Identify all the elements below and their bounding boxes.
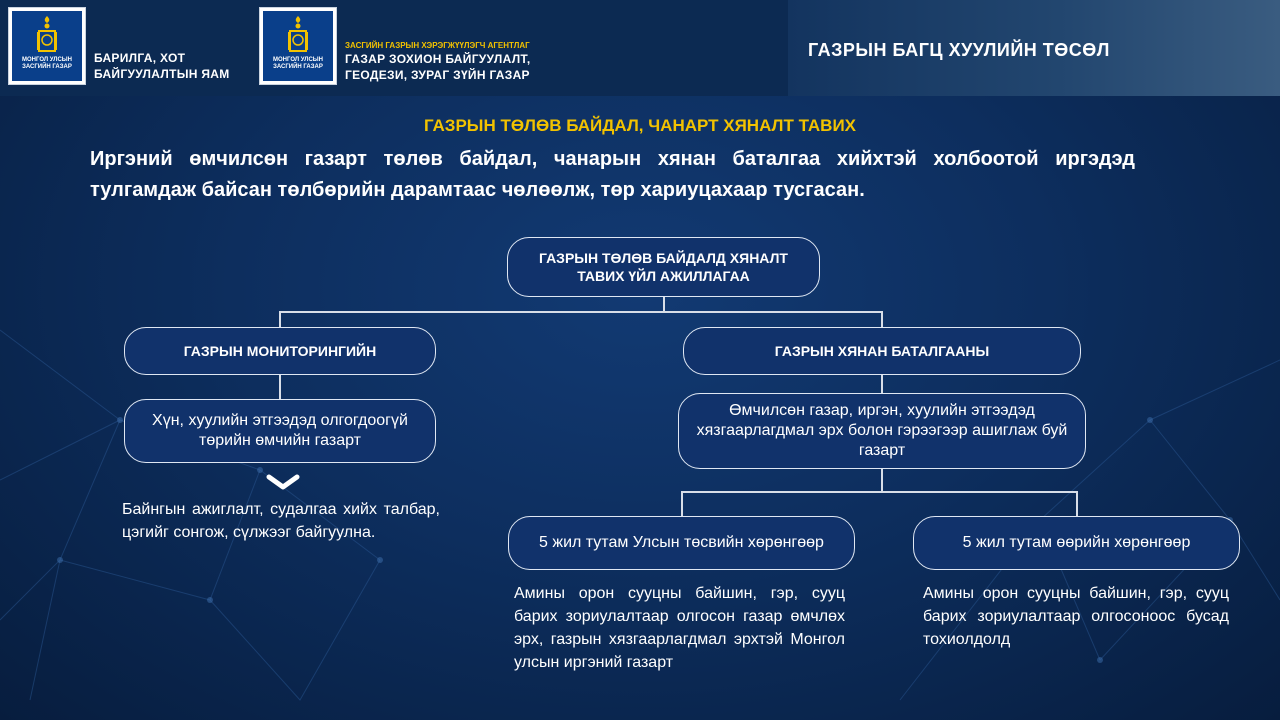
government-logo-1: [8, 7, 86, 85]
soyombo-emblem-icon: [285, 15, 311, 55]
soyombo-emblem-icon: [34, 15, 60, 55]
ministry-name-line1: БАРИЛГА, ХОТ: [94, 51, 186, 65]
connector-left-head-item: [279, 374, 281, 400]
agency-label: ЗАСГИЙН ГАЗРЫН ХЭРЭГЖҮҮЛЭГЧ АГЕНТЛАГ: [345, 41, 530, 50]
connector-right-item-down: [881, 468, 883, 492]
monitoring-box: ГАЗРЫН МОНИТОРИНГИЙН: [124, 327, 436, 375]
ministry-name: [94, 50, 264, 82]
government-logo-2: [259, 7, 337, 85]
lead-paragraph: Иргэний өмчилсөн газарт төлөв байдал, чанарын хянан баталгаа хийхтэй холбоотой иргэдэд тулгамдаж байсан төлбөрийн дарамтаас чөлөөлж, төр хариуцахаар тусгасан.: [90, 148, 1135, 201]
own-funds-box: 5 жил тутам өөрийн хөрөнгөөр: [913, 516, 1240, 570]
logo-text-line1: МОНГОЛ УЛСЫН: [273, 57, 323, 63]
logo-text-line1: МОНГОЛ УЛСЫН: [22, 57, 72, 63]
connector-sub-horizontal: [681, 491, 1078, 493]
connector-right-down: [881, 311, 883, 327]
state-budget-box: 5 жил тутам Улсын төсвийн хөрөнгөөр: [508, 516, 855, 570]
state-budget-description: Амины орон сууцны байшин, гэр, сууц барих зориулалтаар олгосон газар өмчлөх эрх, газрын хязгаарлагдмал эрхтэй Монгол улсын иргэний газарт: [514, 585, 845, 671]
logo-text-line2: ЗАСГИЙН ГАЗАР: [273, 64, 323, 70]
agency-name: [345, 51, 585, 83]
connector-top-horizontal: [279, 311, 883, 313]
chevron-down-icon: [266, 474, 300, 492]
agency-name-line2: ГЕОДЕЗИ, ЗУРАГ ЗҮЙН ГАЗАР: [345, 68, 530, 82]
connector-sub1-down: [681, 491, 683, 516]
document-title: ГАЗРЫН БАГЦ ХУУЛИЙН ТӨСӨЛ: [808, 40, 1110, 60]
agency-name-line1: ГАЗАР ЗОХИОН БАЙГУУЛАЛТ,: [345, 52, 531, 66]
connector-sub2-down: [1076, 491, 1078, 516]
quality-assurance-box: ГАЗРЫН ХЯНАН БАТАЛГААНЫ: [683, 327, 1081, 375]
owned-land-box: Өмчилсөн газар, иргэн, хуулийн этгээдэд хязгаарлагдмал эрх болон гэрээгээр ашиглаж буй газарт: [678, 393, 1086, 469]
state-land-box: Хүн, хуулийн этгээдэд олгогдоогүй төрийн өмчийн газарт: [124, 399, 436, 463]
ministry-name-line2: БАЙГУУЛАЛТЫН ЯАМ: [94, 67, 230, 81]
section-title: ГАЗРЫН ТӨЛӨВ БАЙДАЛ, ЧАНАРТ ХЯНАЛТ ТАВИХ: [423, 116, 857, 135]
logo-text-line2: ЗАСГИЙН ГАЗАР: [22, 64, 72, 70]
monitoring-description: Байнгын ажиглалт, судалгаа хийх талбар, цэгийг сонгож, сүлжээг байгуулна.: [122, 501, 440, 541]
connector-root-down: [663, 297, 665, 312]
own-funds-description: Амины орон сууцны байшин, гэр, сууц барих зориулалтаар олгосоноос бусад тохиолдолд: [923, 585, 1229, 648]
root-box: ГАЗРЫН ТӨЛӨВ БАЙДАЛД ХЯНАЛТ ТАВИХ ҮЙЛ АЖИЛЛАГАА: [507, 237, 820, 297]
connector-left-down: [279, 311, 281, 327]
connector-right-head-item: [881, 374, 883, 394]
